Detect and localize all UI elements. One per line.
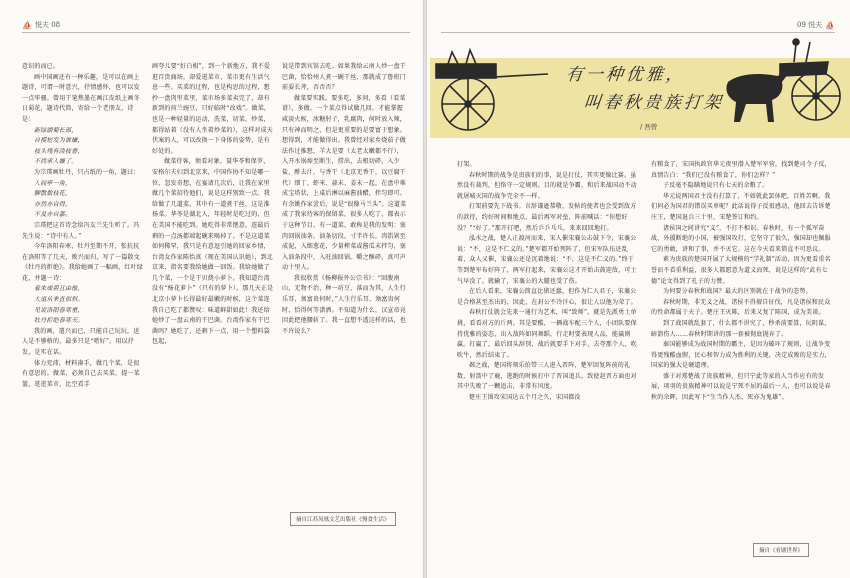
left-page-label: 悦夫 08 — [34, 21, 61, 29]
right-source-caption: 摘自《看剧世界》 — [753, 543, 809, 557]
poem-line: 聊散数枝花， — [34, 190, 72, 198]
paragraph: 为宗璞画牡丹，只占纸的一角，题曰： — [34, 168, 140, 176]
poem-line: 枝头残有淡枝香， — [34, 147, 84, 155]
paragraph: 邲之战，楚国将领乐伯带三人进入晋阵，楚军回复阵前的礼数，射箭中了鹿，逃跑的时候打中了晋国追兵，致使赵晋方面也对其中失败了一颗追击，非常有风度。 — [457, 362, 637, 391]
paragraph: 素为贵族的楚国开展了大规模的“学礼制”活动，因为更看重名誉而不看重利益，很多人都愿意为道义而死，说是这样的“武有七德”论文得到了孔子的力赞。 — [651, 256, 831, 285]
poem-line: 不尚承人嫌了。 — [34, 158, 78, 166]
left-column-1 — [22, 62, 144, 390]
paragraph: 楚庄王围攻宋国达五个月之久，宋国都没 — [469, 394, 581, 402]
poem-line: 人间亭一角， — [34, 179, 72, 187]
paragraph: 泓水之战，楚人正渡河而来，宋人催宋襄公击鼓下令，宋襄公说：“不，这是不仁义的。”楚军都开始列阵了，但宋军队伍还乱着，众人又催，宋襄公还是沉着地说：“不，这是不仁义的。”终于等到楚军布好阵了，两军打起来，宋襄公这才开始击鼓迎敌，可士气早没了。就输了，宋襄公的大腿也受了伤。 — [457, 235, 637, 285]
paragraph: 宗璞把这首诗念给冯友兰先生听了。冯先生说：“诗中有人。” — [22, 221, 140, 240]
paragraph: 我的画，遣兴而已，只能自己玩玩，送人是不够格的，最多只是“嗜好”，用以抒发，是实在话。 — [22, 327, 140, 357]
poem-line: 大道从来直似斜。 — [34, 296, 84, 304]
paragraph: 画中国画还有一种乐趣，是可以在画上题诗，可谓一时意兴，抒情感怀，也可以发一点牢骚。曾用干笔焦墨在画江皮纸上画冬日菊花，题诗代简，寄给一个老朋友，诗是： — [22, 73, 140, 123]
header-rule — [441, 32, 835, 33]
paragraph: 有粮食了，宋国执政官华元夜里潜入楚军军营，找到楚司令子反，真情告白：“我们已没有粮食了，你们怎样？” — [651, 161, 831, 179]
paragraph: 说是带到宾馆去吃。如果我给云南人炒一盘干巴菌，恰恰州人煮一碗干丝，那就成了鲁班门前耍长斧，否否否？ — [282, 63, 407, 92]
poem-line: 牡丹拒绝春寒天。 — [34, 317, 84, 325]
paragraph: 诸侯国之间讲究“义”，不打不相识。春秋时，有一个孤军奋战、外援断绝的小国，被强国攻打，它坚守了很久，强国却也佩服它的勇敢，讲和了事，并不灭它。这在今天看来简直不可思议。 — [651, 224, 831, 253]
ship-icon: ⛵ — [825, 20, 836, 30]
header-rule — [22, 32, 410, 33]
paragraph: 画夸儿要“好白相”，到一个新地方，我不爱逛百货商场，却爱逛菜市，菜市更有生活气息一些。买菜的过程，也是构思的过程，想抄一盘肉里菜里，菜市场多菜卖完了，却有新到的荷兰豌豆，只好临时“改戏”。做菜，也是一种轻量的运动，洗菜，切菜，炒菜，都得站着（没有人坐着炒菜的），这样对成天伏案的人，可以改换一下身体的姿势，是有好处的。 — [152, 63, 274, 155]
paragraph: 做菜待客，须看对象。聂华苓和保罗，安格尔夫妇到北京来，中国作协不知是哪一位，忽发奇想，在宴请几次后，让我在家里做几个菜招待他们，说是这样别致一点。我给做了几道菜，其中有一道煮干丝，这是淮扬菜。华苓是湖北人，年轻时是吃过的，但在美国不能吃到。她吃得非常惬意，连最后剩的一点汤都端起碗来喝掉了。不是这道菜如何稀罕，我只是有意逗引她的回家乡情，台湾女作家陈怡真（现在美国认识她），到北京来，指名要我给她做一回饭。我给她做了几个菜，一个是干贝烧小萝卜。我知道台湾没有“杨花萝卜”（只有的萝卜）。那几天正是北京小萝卜长得最好最嫩的时候，这个菜连我自己吃了都赞叹：味道鲜甜如此！我还给她炒了一盘云南的干巴菌。台湾作家有干巴菌吗？她吃了，还剩下一点，用一个塑料袋包起， — [152, 158, 274, 346]
chariot-illustration — [428, 34, 850, 140]
paragraph: 打架前要先下战书。言辞谦逊恭敬，发帖的使者也会受到敌方的款待，约好时间和地点，最后再军对垒，阵前喊话：“你想好没？”“好了。”那开打吧，然后乒乒乓乓，来来回回地打。 — [457, 203, 637, 232]
paragraph: 盛于对郑楚战了贵族精神，但只宁此等家的人当作应有的发展，项羽的贵族精神可以说是宁死不屈的最后一人，也可以说是春秋的余晖，因此写下“生当作人杰，死亦为鬼雄”。 — [651, 372, 831, 402]
paragraph: 华元说两国君主没有打算了，不如就此罢休吧，百姓苦啊，我们何必为国君的错误买单呢？此话说得子反很感动，他回去告诉楚庄王，楚国退兵三十里，宋楚签订和约。 — [651, 192, 831, 221]
left-page-header — [22, 20, 60, 30]
poem-line: 自摸短发为谁嫌， — [34, 137, 84, 145]
left-column-2 — [152, 62, 274, 348]
paragraph: 到了战国就乱套了，什么都不讲究了，秒杀前要算，玩阴谋，暗箭伤人……春秋时期讲的那一套被彻底抛弃了。 — [651, 319, 831, 338]
paragraph: 体力充沛，材料凑手，做几个菜，是很有意思的。做菜，必须自己去买菜，提一菜篮，逛逛菜市，比空看手 — [22, 359, 140, 388]
left-page — [0, 0, 423, 578]
article-title-line-1: 有一种优雅， — [564, 65, 687, 85]
paragraph: 秦国能够成为战国时期的霸主，是因为破坏了规则，让战争变得更残酷血腥，民心和智力成为胜利的关键，决定成败的是实力，国家的强大是硬道理。 — [651, 341, 831, 370]
horse-icon — [726, 70, 788, 122]
poem-line: 看朱成碧且由他， — [34, 285, 84, 293]
paragraph: 打架。 — [457, 161, 476, 168]
paragraph: 我很欣赏《杨柳报外公宗书》：“回腹南山，无物不治，种一坊豆，落而为其，人生行乐耳，须富贵何时，”人生行乐耳，须富贵何时，恰得何等潇洒。不知道为什么，汉宣帝竟因此把他腰斩了。我一直想不透这样的话，也不许说么？ — [282, 274, 407, 335]
paragraph: 今年洛阳春寒，牡丹至期不开，张抗抗在洛阳等了几天，败兴而归，写了一篇散文《牡丹的拒绝》。我给她画了一幅画，红叶绿花，并题一诗： — [22, 243, 144, 282]
chariot-left-icon — [436, 50, 548, 130]
poem-line: 不及亦自嘉。 — [34, 211, 72, 219]
paragraph: 春秋时期的战争是贵族们的事，说是打仗，其实更像比赛。虽然没有裁判，但恪守一定规则。目的就是争霸，和后来战国动不动就屠城灭国的战争完全不一样。 — [457, 171, 637, 200]
ship-icon: ⛵ — [22, 20, 32, 30]
paragraph: 春秋打仗就会先来一通行为艺术，叫“致师”。就是先派勇士单挑，看看对方的斤两。其是要酷，一辆战车配三个人，小团队要保持优雅的姿态，出入敌阵如同舞蹈，行走时要表现人品，能赢则赢。打赢了，最后回头辞别，战后就要手下对手，去夸那个人，吹吹牛，然后结束了。 — [457, 309, 637, 359]
left-source-caption: 摘自江苏凤凰文艺出版社《慢食生活》 — [290, 512, 396, 526]
poem-line: 见说洛阳春寒重， — [34, 306, 84, 314]
paragraph: 子反毫不隐瞒地说只有七天的余粮了。 — [663, 182, 769, 190]
poem-line: 亦然亦自得， — [34, 200, 72, 208]
paragraph: 做菜要实践。要多吃，多问，多看（看菜谱），多做。一个菜点得试做几回，才能掌握咸淡火候，冰糖肘子，乳腐肉，何时放入辣，只有神而明之，但是更重要的是要富于想象。想得到，才能做得出。我曾经对家乡烧茄子做法作过推想，羊大是要（太老太嫩都不行），入开水锅焯至断生，捞出，去根切碎，入少盐、酢去汁，与香干（北京无香干，以豆腐干代）细丁、虾米、蒜末、姜末一起，在盘中堆成宝塔状，上桌后淋以麻酱油醋，拌匀即可。有余姚作家尝后，说是“很像马兰头”。这道菜成了我家待客的保留菜，很多人吃了，都表示于这种节目。有一道菜，敢称是我的发明：塞肉回锅油条，油条切段，寸半许长，肉馅剁至成泥，入细葱花，少量榨菜或酱瓜末拌匀，塞入油条段中，入旺油回锅。嚼之酥碎，真可声动十里人。 — [282, 94, 407, 272]
left-column-3 — [282, 62, 408, 337]
right-page-label: 09 悦夫 — [797, 21, 823, 29]
paragraph: 春秋时期，非无义之战，诸侯不得擅自征伐，凡是诸侯和民众的性命都属于天子。楚庄王灭陈，后来又复了陈国，成为美谈。 — [651, 298, 831, 317]
paragraph: 为何要分春秋和战国？最大的区别就在于战争的态势。 — [663, 288, 812, 296]
article-byline: / 吾曾 — [640, 123, 658, 131]
right-column-1 — [457, 160, 637, 404]
right-page-header — [797, 20, 835, 30]
poem-line: 新绿湖菊长部， — [34, 126, 78, 134]
paragraph: 在后人看来，宋襄公简直比猪还蠢，但作为仁人君子，宋襄公是合格甚至杰出的，因此，在封公不冷汗心，很让人以他为荣了。 — [457, 288, 637, 306]
right-column-2 — [651, 160, 835, 404]
article-title-line-2: 叫春秋贵族打架 — [582, 93, 725, 113]
paragraph: 意识的而已。 — [22, 63, 60, 70]
chariot-right-icon — [780, 39, 840, 120]
